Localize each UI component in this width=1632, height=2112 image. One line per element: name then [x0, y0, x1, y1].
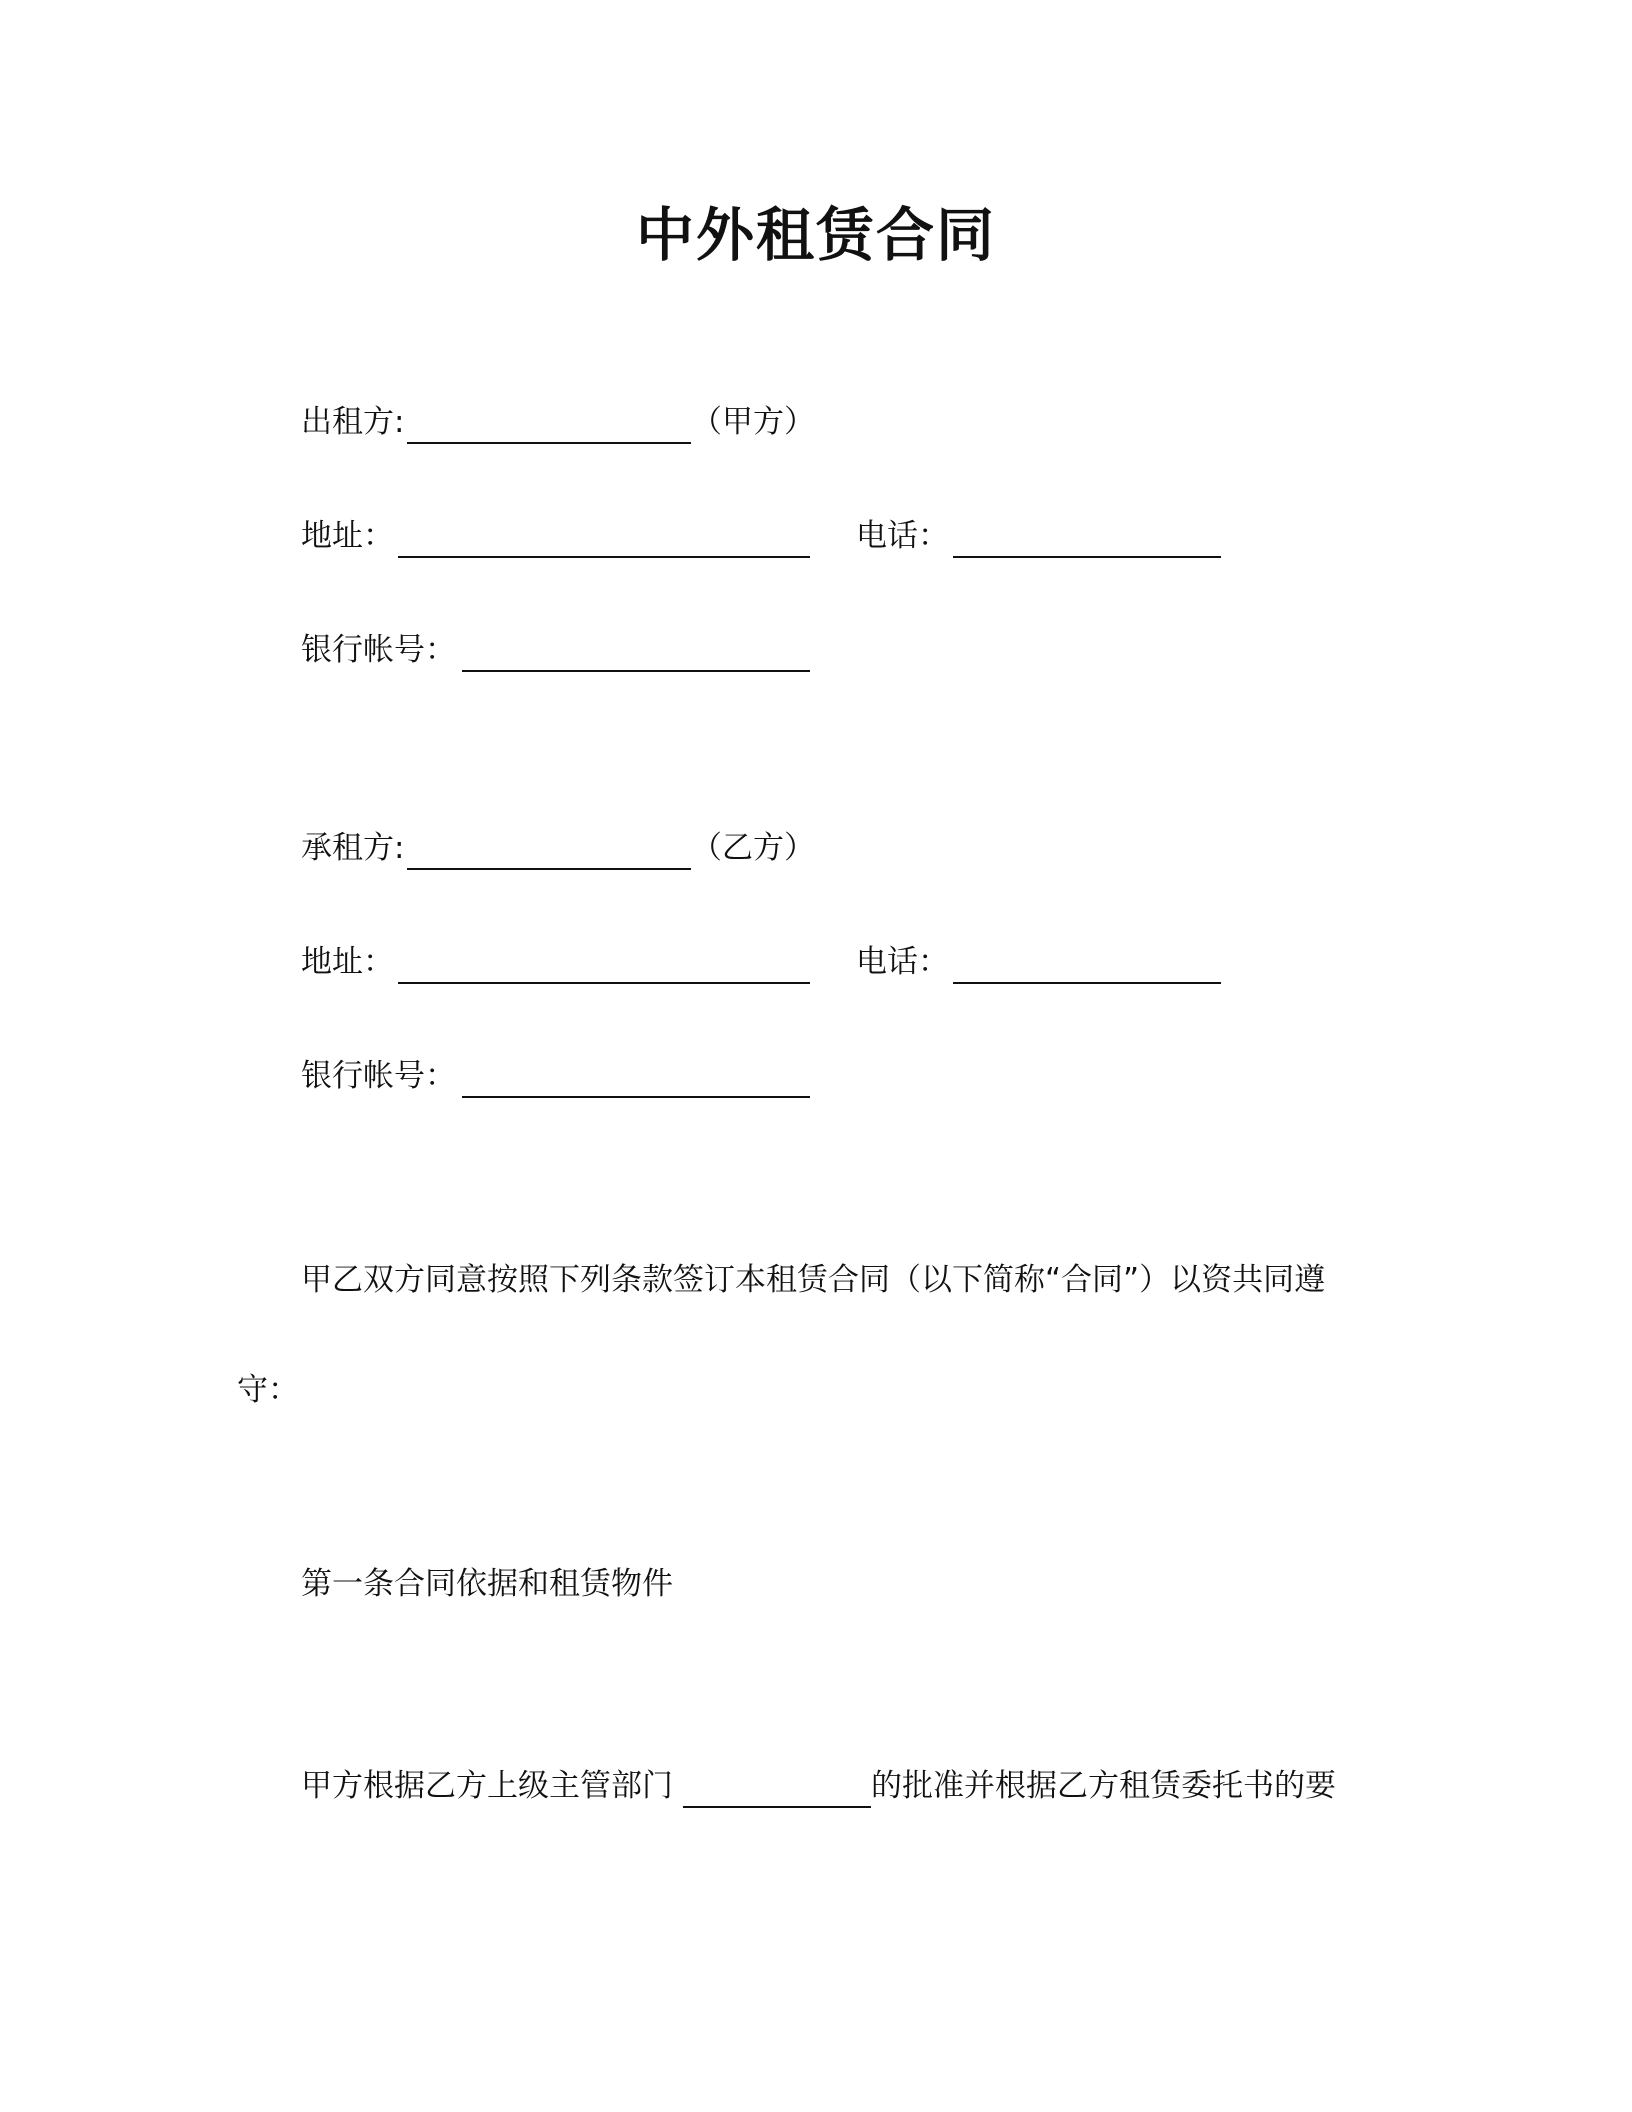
- lessee-role-suffix: （乙方）: [691, 830, 815, 866]
- lessor-name-row: [301, 400, 861, 444]
- lessee-phone-label: 电话：: [856, 944, 949, 980]
- lessee-phone-row: [856, 940, 1226, 984]
- lessor-name-label: 出租方:: [301, 404, 405, 440]
- lessee-bank-row: [301, 1054, 821, 1098]
- document-title: 中外租赁合同: [635, 201, 996, 269]
- lessor-phone-blank[interactable]: [953, 556, 1221, 558]
- lessee-address-label: 地址：: [301, 944, 394, 980]
- lessor-phone-row: [856, 514, 1226, 558]
- lessor-bank-blank[interactable]: [462, 670, 810, 672]
- lessee-bank-blank[interactable]: [462, 1096, 810, 1098]
- lessee-name-label: 承租方:: [301, 830, 405, 866]
- lessee-name-row: [301, 826, 861, 870]
- lessor-role-suffix: （甲方）: [691, 404, 815, 440]
- lessor-phone-label: 电话：: [856, 518, 949, 554]
- lessor-name-blank[interactable]: [407, 442, 691, 444]
- article-1-text-after: 的批准并根据乙方租赁委托书的要: [871, 1768, 1336, 1804]
- lessor-address-blank[interactable]: [398, 556, 810, 558]
- lessee-address-blank[interactable]: [398, 982, 810, 984]
- article-1-department-blank[interactable]: [683, 1806, 871, 1808]
- lessor-address-label: 地址：: [301, 518, 394, 554]
- lessor-bank-label: 银行帐号：: [301, 632, 456, 668]
- preamble-line-2: 守：: [237, 1372, 299, 1408]
- lessee-bank-label: 银行帐号：: [301, 1058, 456, 1094]
- preamble-line-1: 甲乙双方同意按照下列条款签订本租赁合同（以下简称“合同”）以资共同遵: [301, 1262, 1326, 1298]
- article-1-text-before: 甲方根据乙方上级主管部门: [301, 1768, 673, 1804]
- lessor-address-row: [301, 514, 821, 558]
- article-1-heading: 第一条合同依据和租赁物件: [301, 1566, 673, 1602]
- article-1-text-row: [301, 1764, 1401, 1808]
- lessor-bank-row: [301, 628, 821, 672]
- lessee-phone-blank[interactable]: [953, 982, 1221, 984]
- lessee-address-row: [301, 940, 821, 984]
- lessee-name-blank[interactable]: [407, 868, 691, 870]
